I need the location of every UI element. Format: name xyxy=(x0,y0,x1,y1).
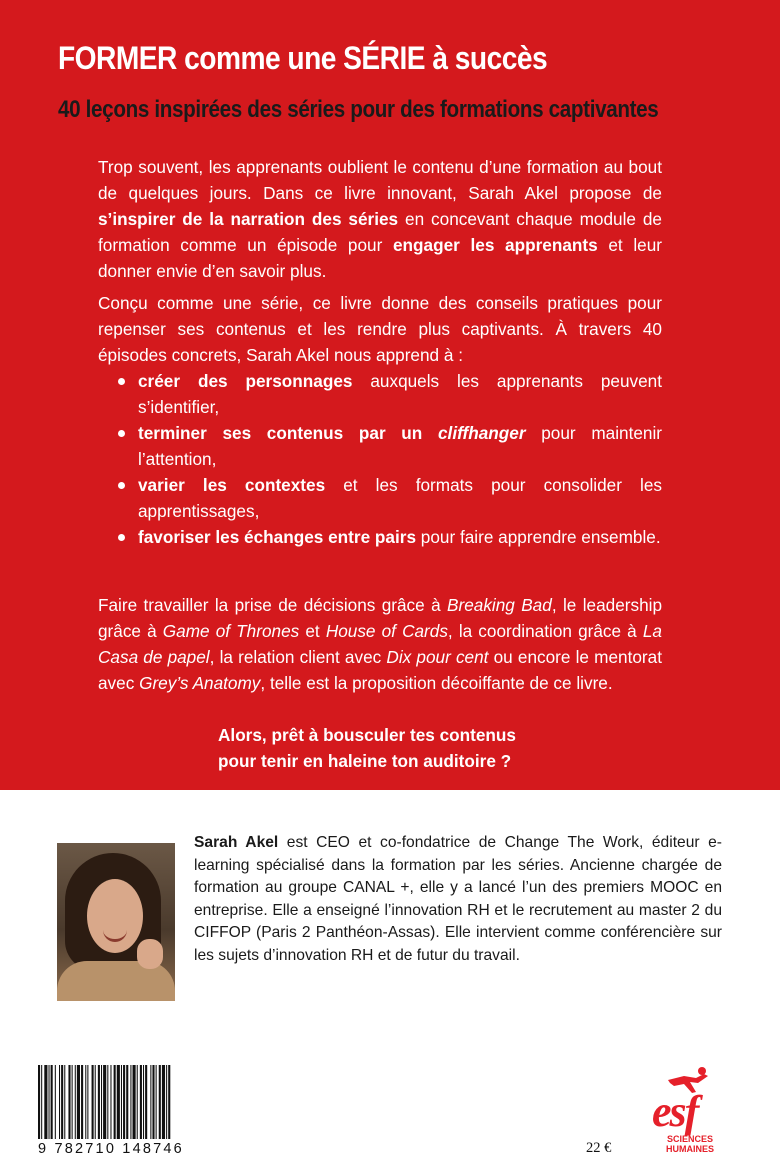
examples-text: , le leadership grâce à xyxy=(98,595,663,641)
closing-question xyxy=(218,722,516,774)
series-title: Breaking Bad xyxy=(447,595,552,615)
logo-subtitle xyxy=(650,1134,730,1154)
list-item xyxy=(116,472,662,524)
bullet-bold: terminer ses contenus par un xyxy=(138,423,438,443)
intro-text-3: et leur donner envie d’en savoir plus. xyxy=(98,235,663,281)
examples-text: et xyxy=(299,621,326,641)
author-photo xyxy=(57,843,175,1001)
bullet-bold: créer des personnages xyxy=(138,371,353,391)
series-paragraph: Conçu comme une série, ce livre donne des conseils pratiques pour repenser ses contenus et les rendre plus captivants. À travers 40 épisodes concrets, Sarah Akel nous apprend à : xyxy=(98,293,662,365)
list-item xyxy=(116,420,662,472)
barcode-bars xyxy=(32,1061,204,1143)
closing-line-2: pour tenir en haleine ton auditoire ? xyxy=(218,751,512,771)
bullet-text: pour faire apprendre ensemble. xyxy=(416,527,661,547)
examples-paragraph xyxy=(98,592,662,696)
series-title: Game of Thrones xyxy=(162,621,300,641)
intro-paragraph xyxy=(98,154,662,284)
barcode xyxy=(32,1061,204,1159)
author-bio-text: est CEO et co-fondatrice de Change The Work, éditeur e-learning spécialisé dans la formation par les séries. Ancienne chargée de formation au groupe CANAL +, elle y a lancé l’un des premiers MOOC en entreprise. Elle a enseigné l’innovation RH et le recrutement au master 2 du CIFFOP (Paris 2 Panthéon-Assas). Elle intervient comme conférencière sur les sujets d’innovation RH et de futur du travail. xyxy=(194,834,722,964)
lessons-list xyxy=(116,368,662,550)
author-name: Sarah Akel xyxy=(194,834,279,851)
bullet-bold: favoriser les échanges entre pairs xyxy=(138,527,417,547)
price: 22 € xyxy=(586,1140,612,1156)
bullet-text: pour maintenir l’attention, xyxy=(138,423,663,469)
series-title: La Casa de papel xyxy=(98,621,662,667)
examples-text: , la relation client avec xyxy=(209,647,387,667)
examples-text: ou encore le mentorat avec xyxy=(98,647,662,693)
logo-line-2: HUMAINES xyxy=(665,1144,714,1154)
bullet-text: et les formats pour consolider les apprentissages, xyxy=(138,475,662,521)
bullet-bold: varier les contextes xyxy=(138,475,326,495)
intro-text-1: Trop souvent, les apprenants oublient le contenu d’une formation au bout de quelques jours. Dans ce livre innovant, Sarah Akel propose de xyxy=(98,157,662,203)
isbn-number: 9 782710 148746 xyxy=(38,1141,184,1157)
list-item xyxy=(116,368,662,420)
publisher-logo xyxy=(636,1064,736,1160)
intro-text-2: en concevant chaque module de formation comme un épisode pour xyxy=(98,209,662,255)
logo-line-1: SCIENCES xyxy=(666,1134,713,1144)
closing-line-1: Alors, prêt à bousculer tes contenus xyxy=(218,725,516,745)
series-title: Dix pour cent xyxy=(386,647,489,667)
bullet-italic: cliffhanger xyxy=(438,423,526,443)
logo-wordmark: esf xyxy=(652,1087,698,1136)
examples-text: , la coordination grâce à xyxy=(447,621,643,641)
book-subtitle: 40 leçons inspirées des séries pour des formations captivantes xyxy=(58,96,659,123)
intro-bold-2: engager les apprenants xyxy=(393,235,598,255)
series-title: Grey’s Anatomy xyxy=(139,673,261,693)
author-bio xyxy=(194,832,722,967)
examples-text: , telle est la proposition décoiffante de ce livre. xyxy=(260,673,613,693)
examples-text: Faire travailler la prise de décisions grâce à xyxy=(98,595,448,615)
bullet-text: auxquels les apprenants peuvent s’identifier, xyxy=(138,371,662,417)
list-item xyxy=(116,524,662,550)
intro-bold-1: s’inspirer de la narration des séries xyxy=(98,209,399,229)
series-title: House of Cards xyxy=(325,621,448,641)
book-title: FORMER comme une SÉRIE à succès xyxy=(58,40,548,76)
